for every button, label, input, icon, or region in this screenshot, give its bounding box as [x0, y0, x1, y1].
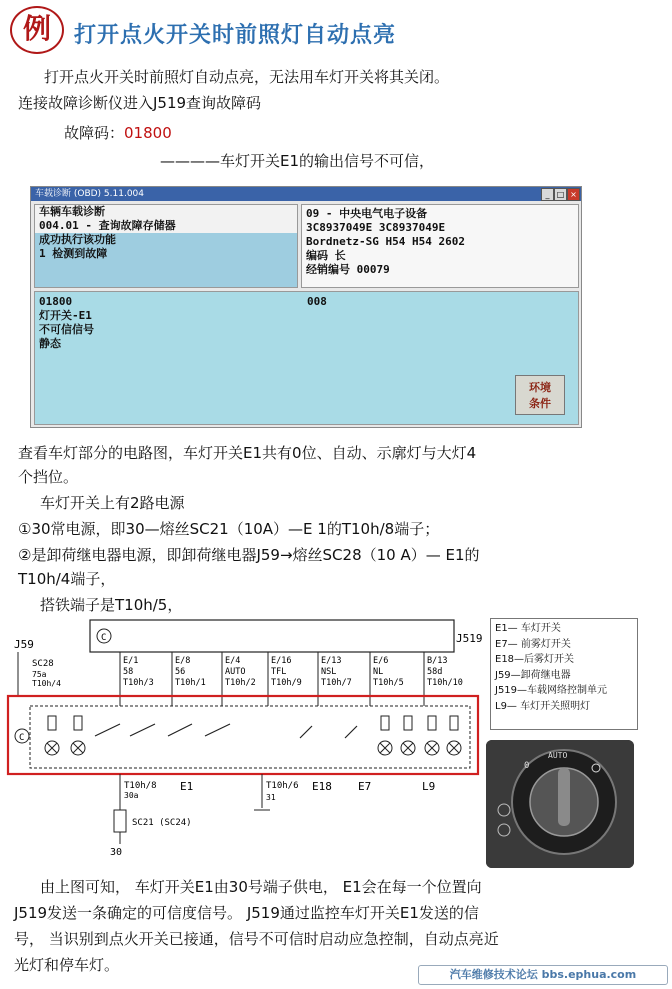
diagnostic-window — [30, 186, 582, 428]
sc21-fuse — [114, 810, 126, 832]
diag-left-row: 1 检测到故障 — [35, 247, 297, 261]
terminal-label: NSL — [321, 667, 337, 677]
wiring-schematic — [0, 612, 488, 862]
light-switch-illustration — [486, 740, 634, 868]
diag-right-row: 3C8937049E 3C8937049E — [306, 221, 446, 234]
t108-label: T10h/8 — [124, 781, 157, 791]
example-badge: 例 — [10, 6, 64, 54]
zero-mark: 0 — [524, 761, 530, 771]
terminal-label: T10h/1 — [175, 678, 206, 688]
j519-symbol-letter: C — [101, 633, 107, 643]
diag-fault-count: 008 — [307, 295, 327, 308]
body-line-2: 车灯开关上有2路电源 — [40, 494, 185, 512]
diag-right-row: Bordnetz-SG H54 H54 2602 — [306, 235, 465, 248]
diag-right-panel — [301, 204, 579, 288]
body-line-1a: 查看车灯部分的电路图，车灯开关E1共有0位、自动、示廓灯与大灯4 — [18, 444, 477, 462]
diagnostic-window-titlebar: 车载诊断 (OBD) 5.11.004 — [31, 187, 581, 201]
terminal-label: E/13 — [321, 656, 342, 666]
body-line-4a: ②是卸荷继电器电源，即卸荷继电器J59→熔丝SC28（10 A）— E1的 — [18, 546, 480, 564]
env-button-line: 条件 — [529, 397, 551, 410]
terminal-label: E/4 — [225, 656, 241, 666]
terminal-30-label: 30 — [110, 847, 123, 858]
l9-label: L9 — [422, 780, 436, 793]
sc28-label: SC28 — [32, 659, 54, 669]
resistor-symbol — [404, 716, 412, 730]
terminal-label: E/6 — [373, 656, 389, 666]
minimize-button[interactable]: _ — [541, 188, 554, 201]
diag-right-row: 经销编号 00079 — [306, 263, 390, 276]
diag-left-fill — [35, 261, 297, 287]
diag-left-row: 成功执行该功能 — [35, 233, 297, 247]
conclusion-line-4: 光灯和停车灯。 — [14, 956, 120, 974]
diag-right-row: 编码 长 — [306, 249, 346, 262]
lamp-symbols — [45, 716, 461, 755]
resistor-symbol — [74, 716, 82, 730]
diag-fault-row: 01800 — [39, 295, 73, 308]
diag-left-panel — [34, 204, 298, 288]
conclusion-line-1: 由上图可知， 车灯开关E1由30号端子供电， E1会在每一个位置向 — [40, 878, 482, 896]
sc28-sub-a: 75a — [32, 670, 47, 679]
legend-item: E7— 前雾灯开关 — [495, 638, 571, 650]
terminal-label: AUTO — [225, 667, 246, 677]
diag-left-row: 车辆车载诊断 — [39, 205, 105, 218]
environment-conditions-button[interactable] — [515, 375, 565, 415]
legend-item: E18—后雾灯开关 — [495, 654, 575, 665]
t106-sub: 31 — [266, 793, 276, 802]
legend-item: E1— 车灯开关 — [495, 623, 561, 634]
terminal-label: T10h/5 — [373, 678, 404, 688]
e1-label: E1 — [180, 780, 194, 793]
legend-item: J519—车载网络控制单元 — [495, 685, 608, 696]
resistor-symbol — [428, 716, 436, 730]
intro-line-4: ————车灯开关E1的输出信号不可信， — [160, 152, 435, 170]
terminal-label: E/8 — [175, 656, 191, 666]
terminal-label: TFL — [271, 667, 287, 677]
resistor-symbol — [381, 716, 389, 730]
close-button[interactable]: × — [567, 188, 580, 201]
auto-mark: AUTO — [548, 751, 568, 760]
maximize-button[interactable]: □ — [554, 188, 567, 201]
body-line-4b: T10h/4端子， — [18, 570, 116, 588]
terminal-label: T10h/10 — [427, 678, 463, 688]
terminal-label: T10h/7 — [321, 678, 352, 688]
env-button-line: 环境 — [529, 381, 551, 394]
legend-item: J59—卸荷继电器 — [495, 669, 571, 681]
forum-watermark: 汽车维修技术论坛 bbs.ephua.com — [418, 965, 668, 985]
fog-switch-contacts — [300, 726, 357, 738]
e1-symbol-letter: C — [19, 733, 25, 743]
switch-highlight-frame — [8, 696, 478, 774]
schematic-legend — [490, 618, 638, 730]
terminal-label: T10h/9 — [271, 678, 302, 688]
fault-code-label: 故障码： — [64, 124, 125, 142]
terminal-wires — [120, 652, 463, 706]
switch-contact-lines — [95, 724, 230, 736]
switch-module-outline — [30, 706, 470, 768]
resistor-symbol — [48, 716, 56, 730]
body-line-3: ①30常电源，即30—熔丝SC21（10A）—E 1的T10h/8端子； — [18, 520, 440, 538]
switch-knob-grip — [558, 768, 570, 826]
t108-sub: 30a — [124, 791, 139, 800]
terminal-label: NL — [373, 667, 384, 677]
diag-fault-panel — [34, 291, 579, 425]
conclusion-line-3: 号， 当识别到点火开关已接通，信号不可信时启动应急控制，自动点亮近 — [14, 930, 499, 948]
terminal-label: 56 — [175, 667, 186, 677]
j59-label: J59 — [14, 638, 34, 651]
resistor-symbol — [450, 716, 458, 730]
diag-fault-row: 不可信信号 — [39, 323, 94, 336]
terminal-label: 58 — [123, 667, 134, 677]
terminal-label: B/13 — [427, 656, 448, 666]
fault-code-line — [64, 122, 172, 144]
sc21-label: SC21 (SC24) — [132, 818, 192, 828]
body-line-5: 搭铁端子是T10h/5， — [40, 596, 183, 614]
light-switch-photo — [486, 740, 634, 868]
t106-label: T10h/6 — [266, 781, 299, 791]
intro-line-2: 连接故障诊断仪进入J519查询故障码 — [18, 94, 262, 112]
switch-contacts — [95, 724, 357, 738]
page-title: 打开点火开关时前照灯自动点亮 — [74, 23, 397, 48]
terminal-label: T10h/3 — [123, 678, 154, 688]
e7-label: E7 — [358, 780, 372, 793]
terminal-label: E/1 — [123, 656, 139, 666]
sc28-sub-b: T10h/4 — [32, 679, 61, 688]
diag-fault-row: 灯开关-E1 — [39, 309, 92, 322]
terminal-label: E/16 — [271, 656, 292, 666]
terminal-label: 58d — [427, 667, 443, 677]
e18-label: E18 — [312, 780, 332, 793]
j519-box — [90, 620, 454, 652]
terminal-label: T10h/2 — [225, 678, 256, 688]
diag-left-row: 004.01 - 查询故障存储器 — [39, 219, 176, 232]
intro-line-1: 打开点火开关时前照灯自动点亮，无法用车灯开关将其关闭。 — [44, 68, 450, 86]
diag-right-row: 09 - 中央电气电子设备 — [306, 207, 428, 220]
fault-code-value: 01800 — [124, 124, 172, 142]
j519-label: J519 — [456, 632, 483, 645]
legend-item: L9— 车灯开关照明灯 — [495, 700, 591, 712]
conclusion-line-2: J519发送一条确定的可信度信号。 J519通过监控车灯开关E1发送的信 — [14, 904, 479, 922]
body-line-1b: 个挡位。 — [18, 468, 79, 486]
diag-fault-row: 静态 — [39, 337, 61, 350]
